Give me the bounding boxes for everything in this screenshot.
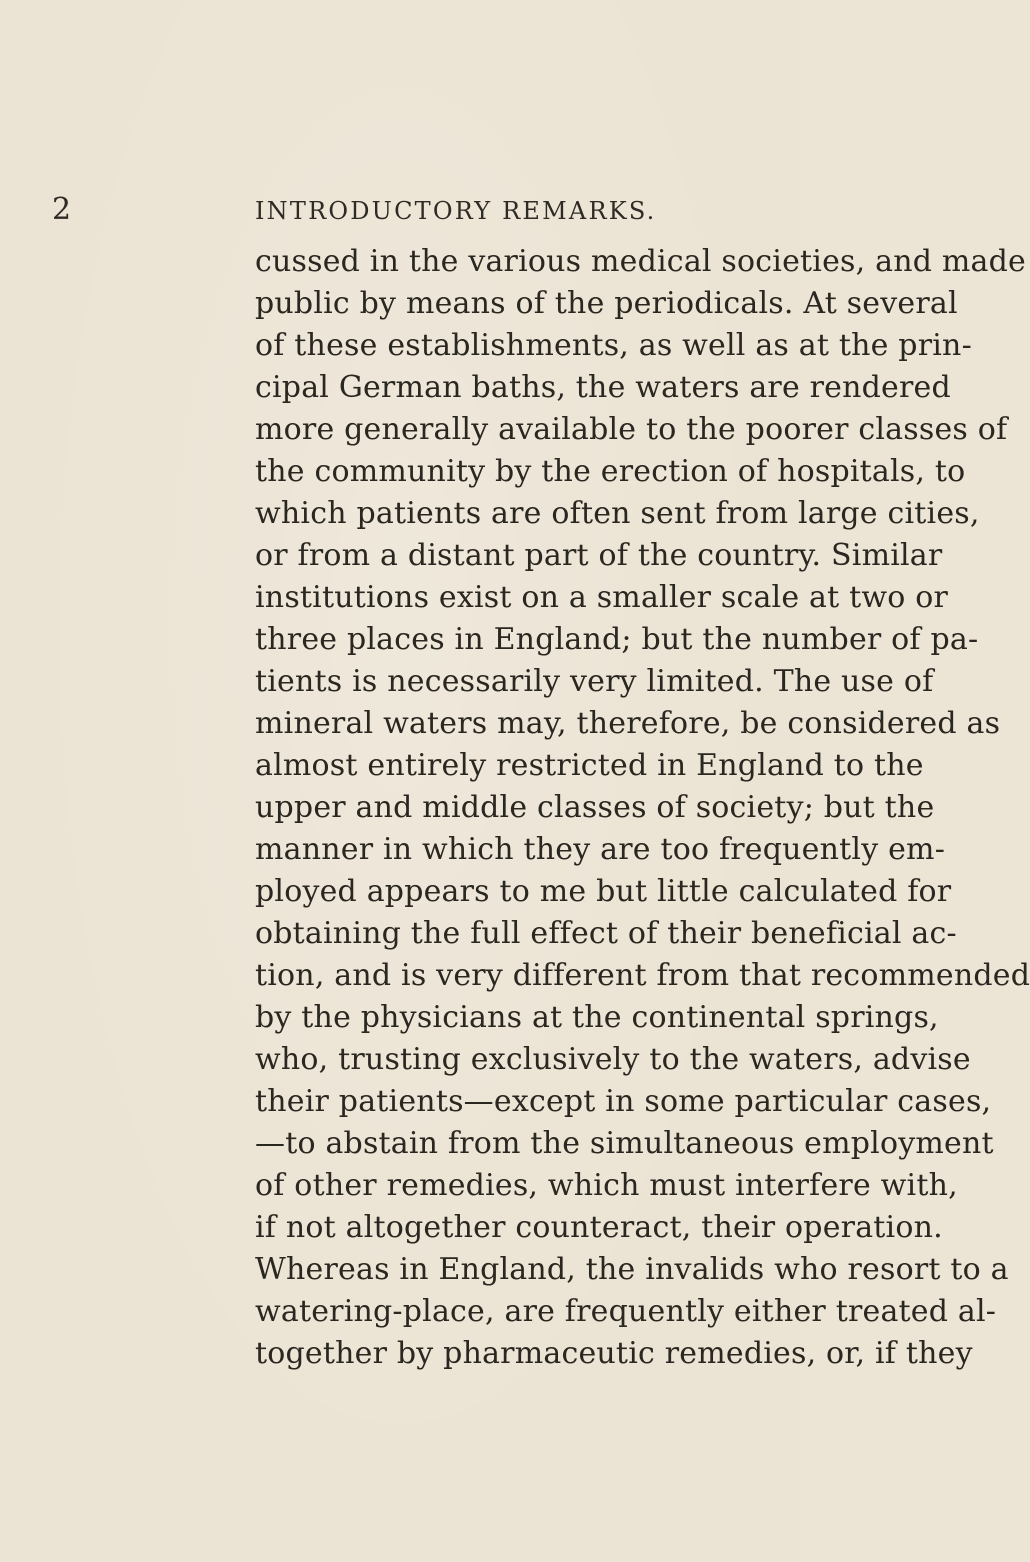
text-line: together by pharmaceutic remedies, or, if they	[255, 1336, 973, 1371]
text-line: which patients are often sent from large cities,	[255, 496, 980, 531]
text-line: cipal German baths, the waters are rendered	[255, 370, 951, 405]
text-line: Whereas in England, the invalids who resort to a	[255, 1252, 1009, 1287]
text-line: obtaining the full effect of their beneficial ac-	[255, 916, 957, 951]
text-line: tion, and is very different from that recommended	[255, 958, 1030, 993]
text-line: upper and middle classes of society; but the	[255, 790, 935, 825]
running-title: INTRODUCTORY REMARKS.	[255, 197, 657, 225]
text-line: watering-place, are frequently either treated al-	[255, 1294, 997, 1329]
page-number: 2	[52, 192, 72, 227]
text-line: cussed in the various medical societies, and made	[255, 244, 1026, 279]
text-line: the community by the erection of hospitals, to	[255, 454, 966, 489]
text-line: or from a distant part of the country. Similar	[255, 538, 943, 573]
text-line: of other remedies, which must interfere with,	[255, 1168, 958, 1203]
text-line: —to abstain from the simultaneous employment	[255, 1126, 994, 1161]
running-head	[0, 190, 800, 230]
text-line: mineral waters may, therefore, be considered as	[255, 706, 1001, 741]
body-text	[255, 241, 1030, 1375]
text-line: ployed appears to me but little calculated for	[255, 874, 952, 909]
text-line: by the physicians at the continental springs,	[255, 1000, 939, 1035]
text-line: three places in England; but the number of pa-	[255, 622, 979, 657]
text-line: of these establishments, as well as at the prin-	[255, 328, 972, 363]
text-line: public by means of the periodicals. At several	[255, 286, 958, 321]
text-line: tients is necessarily very limited. The use of	[255, 664, 934, 699]
text-line: who, trusting exclusively to the waters, advise	[255, 1042, 971, 1077]
text-line: almost entirely restricted in England to the	[255, 748, 924, 783]
text-line: if not altogether counteract, their operation.	[255, 1210, 943, 1245]
text-line: institutions exist on a smaller scale at two or	[255, 580, 949, 615]
text-line: more generally available to the poorer classes of	[255, 412, 1008, 447]
text-line: their patients—except in some particular cases,	[255, 1084, 992, 1119]
text-line: manner in which they are too frequently em-	[255, 832, 946, 867]
